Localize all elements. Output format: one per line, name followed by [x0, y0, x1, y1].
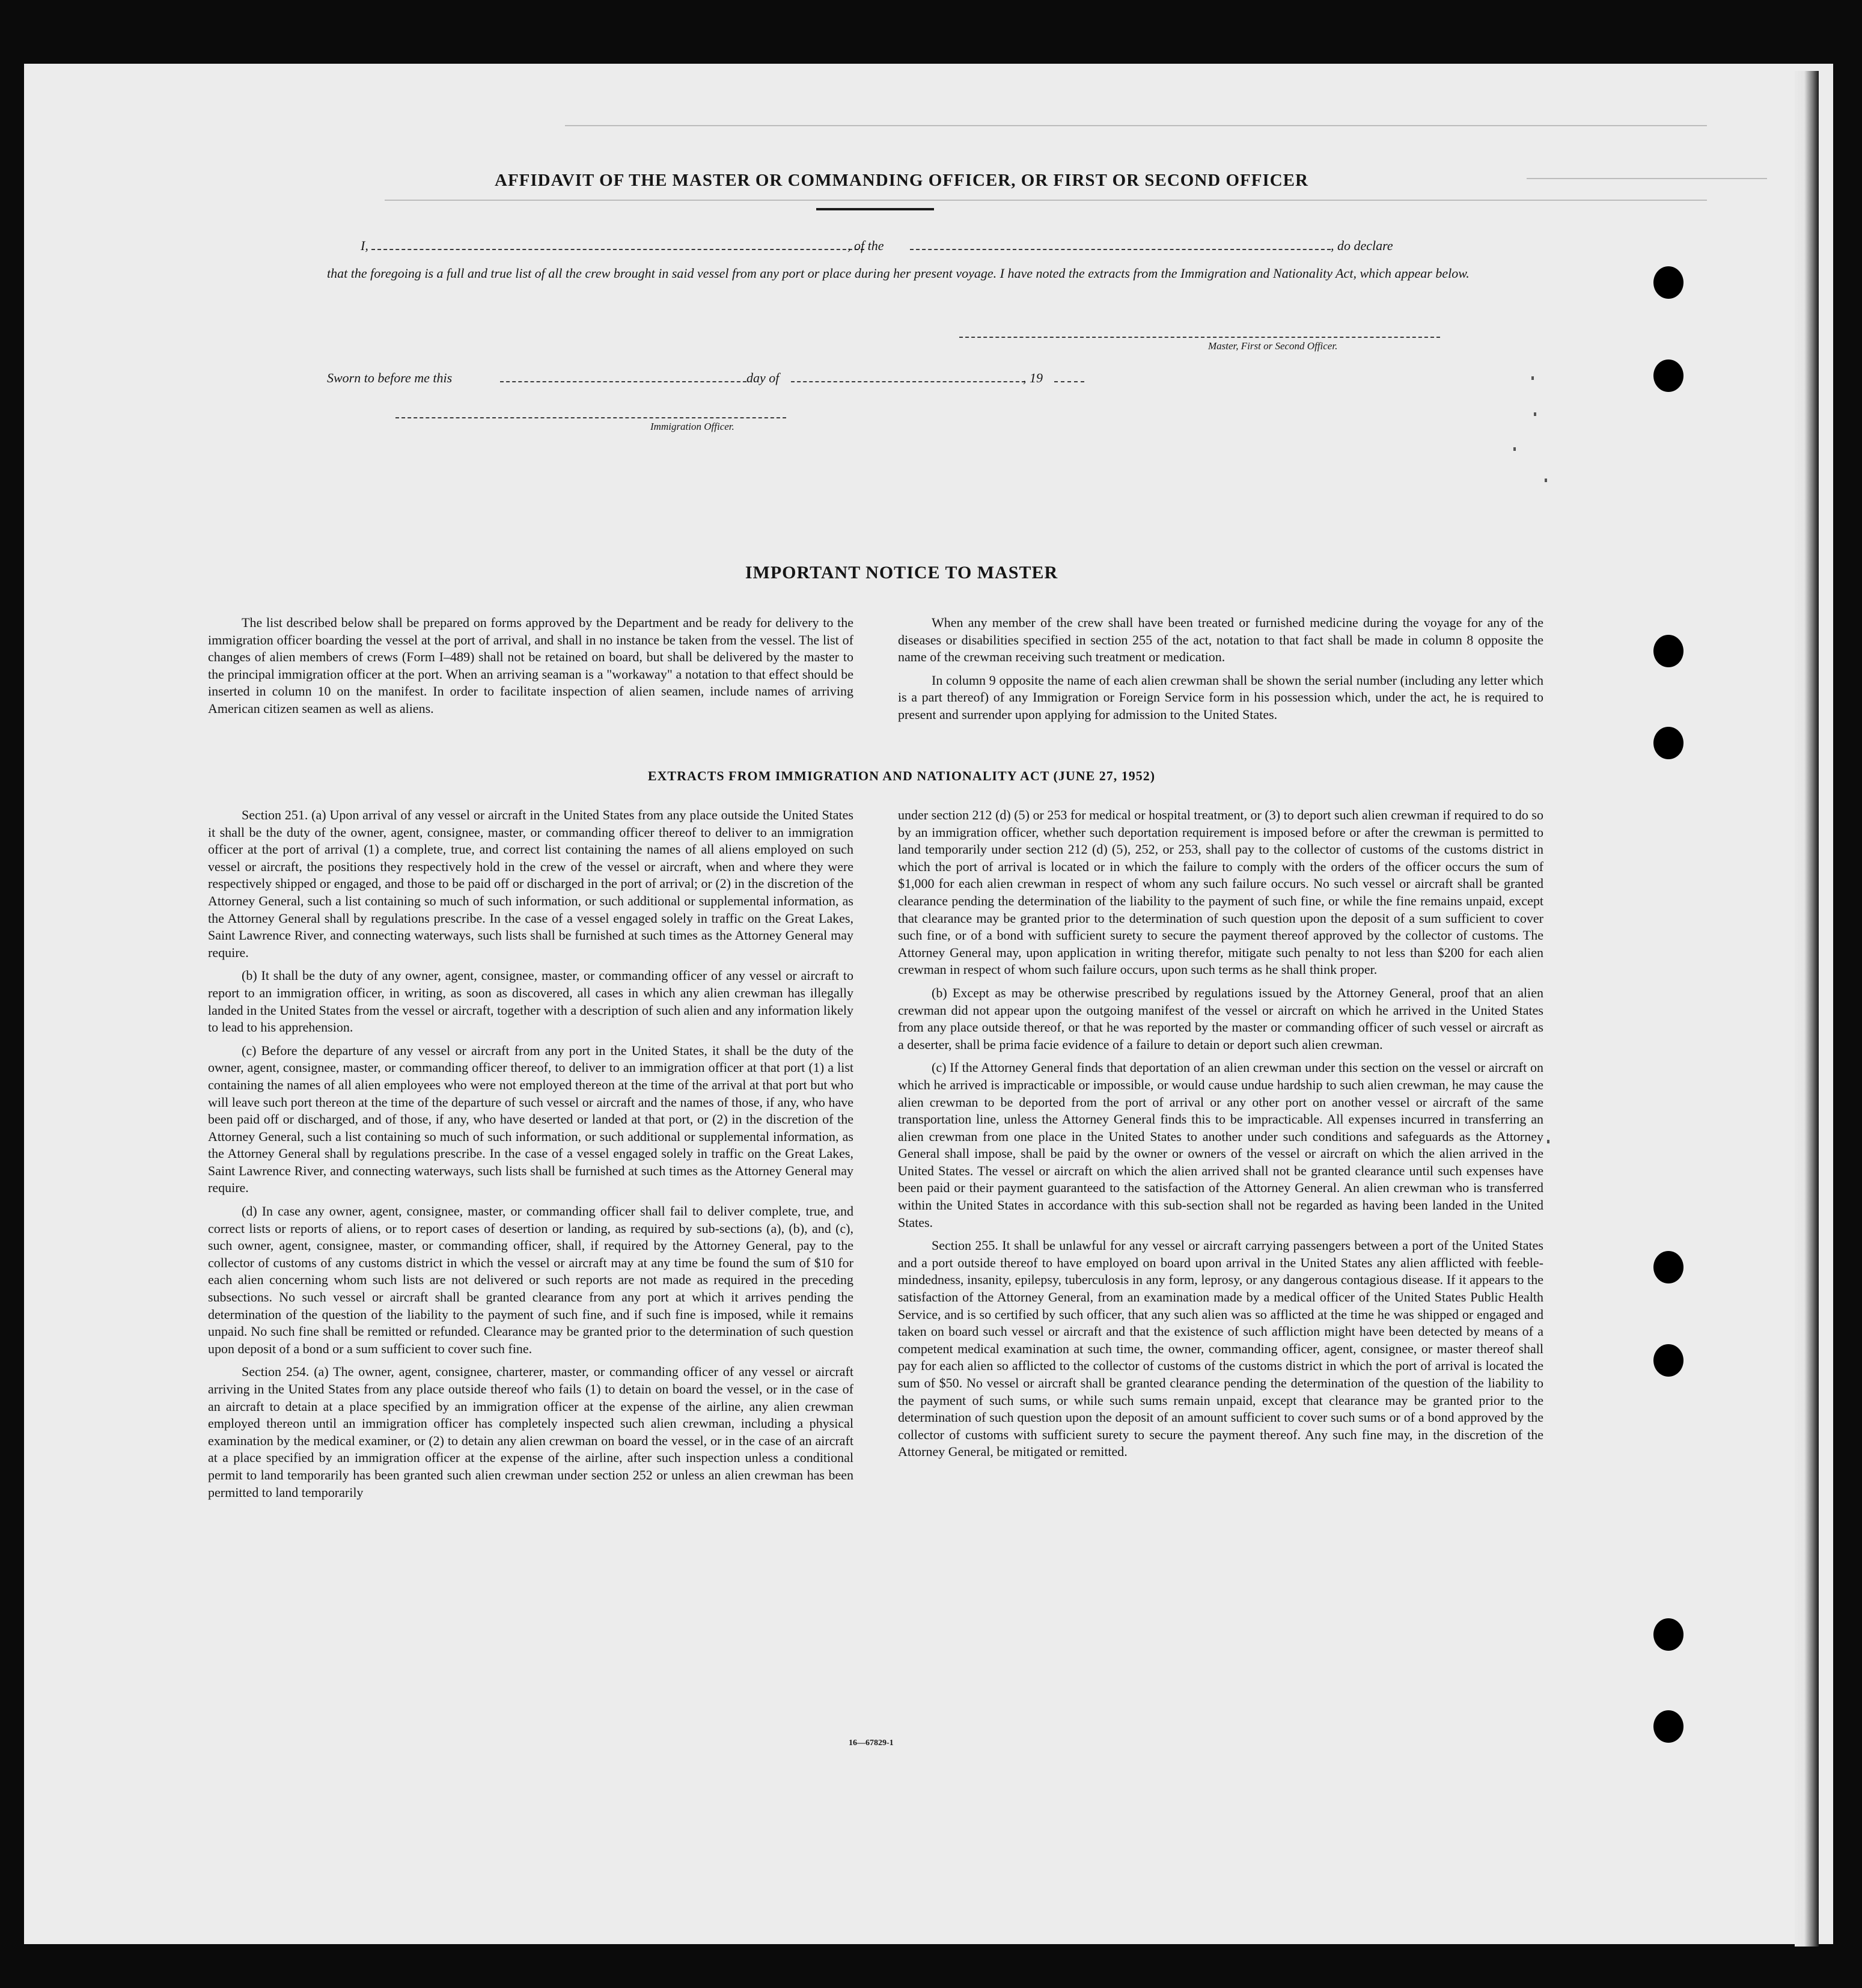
title-underline	[816, 208, 934, 210]
affidavit-statement: that the foregoing is a full and true list of all the crew brought in said vessel from any port or place during her present voyage. I have noted the extracts from the Immigration and Nationality Act, which appear below.	[327, 266, 1470, 281]
extracts-right-column	[898, 807, 1543, 1467]
section-251-b: (b) It shall be the duty of any owner, agent, consignee, master, or commanding officer of any vessel or aircraft to report to an immigration officer, in writing, as soon as discovered, all cases in which any alien crewman has illegally landed in the United States from the vessel or aircraft, together with a description of such alien and any information likely to lead to his apprehension.	[208, 968, 853, 1035]
section-254-a: Section 254. (a) The owner, agent, consignee, charterer, master, or commanding officer of any vessel or aircraft arriving in the United States from any place outside thereof who fails (1) to detain on board the vessel, or in the case of an aircraft to detain at a place specified by an immigration officer at the expense of the airline, any alien crewman employed thereon until an immigration officer has completely inspected such alien crewman, including a physical examination by the medical examiner, or (2) to detain any alien crewman on board the vessel, or in the case of an aircraft at a place specified by an immigration officer at the expense of the airline, after such inspection unless a conditional permit to land temporarily has been granted such alien crewman under section 252 or unless an alien crewman has been permitted to land temporarily	[208, 1364, 853, 1500]
speck-mark	[1531, 376, 1534, 380]
punch-hole	[1653, 1618, 1683, 1651]
do-declare-label: , do declare	[1331, 238, 1393, 253]
punch-hole	[1653, 1710, 1683, 1743]
year-label: , 19	[1023, 370, 1043, 385]
speck-mark	[1547, 1140, 1549, 1143]
notice-paragraph: In column 9 opposite the name of each alien crewman shall be shown the serial number (including any letter which is a part thereof) of any Immigration or Foreign Service form in his possession which, under the act, he is required to present and surrender upon applying for admission to the United States.	[898, 672, 1543, 722]
section-251-c: (c) Before the departure of any vessel or aircraft from any port in the United States, it shall be the duty of the owner, agent, consignee, master, or commanding officer thereof, to deliver to an immigration officer at that port (1) a list containing the names of all alien employees who were not employed thereon at the time of the arrival at that port but who will leave such port thereon at the time of the departure of such vessel or aircraft and the names of those, if any, who have been paid off or discharged, and of those, if any, who have deserted or landed at that port, or (2) in the discretion of the Attorney General, such a list containing so much of such information, or such additional or supplemental information, as the Attorney General shall by regulations prescribe. In the case of a vessel engaged solely in traffic on the Great Lakes, Saint Lawrence River, and connecting waterways, such lists shall be furnished at such times as the Attorney General may require.	[208, 1042, 853, 1196]
immigration-officer-caption: Immigration Officer.	[650, 421, 734, 432]
document-page	[24, 64, 1833, 1944]
punch-hole	[1653, 727, 1683, 759]
section-251-d: (d) In case any owner, agent, consignee, master, or commanding officer shall fail to deliver complete, true, and correct lists or reports of aliens, or to report cases of desertion or landing, as required by sub-sections (a), (b), and (c), such owner, agent, consignee, master, or commanding officer, shall, if required by the Attorney General, pay to the collector of customs of any customs district in which the vessel or aircraft may at any time be found the sum of $10 for each alien concerning whom such lists are not delivered or such reports are not made as required in the preceding subsections. No such vessel or aircraft shall be granted clearance from any port at which it arrives pending the determination of the question of the liability to the payment of such fine, and if such fine is imposed, while it remains unpaid. No such fine shall be remitted or refunded. Clearance may be granted prior to the determination of such question upon deposit of a bond or a sum sufficient to cover such fine.	[208, 1204, 853, 1356]
i-label: I,	[361, 238, 368, 253]
punch-hole	[1653, 266, 1683, 299]
extracts-title: EXTRACTS FROM IMMIGRATION AND NATIONALITY ACT (JUNE 27, 1952)	[647, 768, 1156, 783]
section-254-a-continued: under section 212 (d) (5) or 253 for medical or hospital treatment, or (3) to deport such alien crewman if required to do so by an immigration officer, whether such deportation requirement is imposed before or after the crewman is permitted to land temporarily under section 212 (d) (5), 252, or 253, shall pay to the collector of customs of the customs district in which the port of arrival is located or in which the failure to comply with the orders of the officer occurs the sum of $1,000 for each alien crewman in respect of whom any such failure occurs. No such vessel or aircraft shall be granted clearance pending the determination of the liability to the payment of such fine, or while the fine remains unpaid, except that clearance may be granted prior to the determination of such question upon the deposit of a sum sufficient to cover such fine, or of a bond with sufficient surety to secure the payment thereof approved by the collector of customs. The Attorney General may, upon application in writing therefor, mitigate such penalty to not less than $200 for each alien crewman in respect of whom such failure occurs, upon such terms as he shall think proper.	[898, 807, 1543, 977]
section-254-b: (b) Except as may be otherwise prescribed by regulations issued by the Attorney General, proof that an alien crewman did not appear upon the outgoing manifest of the vessel or aircraft on which he arrived in the United States from any place outside thereof, or that he was reported by the master or commanding officer of such vessel or aircraft as a deserter, shall be prima facie evidence of a failure to detain or deport such alien crewman.	[898, 985, 1543, 1052]
notice-paragraph: When any member of the crew shall have been treated or furnished medicine during the voyage for any of the diseases or disabilities specified in section 255 of the act, notation to that fact shall be made in column 8 opposite the name of the crewman receiving such treatment or medication.	[898, 615, 1543, 665]
master-caption: Master, First or Second Officer.	[1208, 340, 1338, 352]
sworn-label: Sworn to before me this	[327, 370, 453, 385]
name-blank-line	[371, 249, 864, 250]
sworn-day-blank-line	[500, 381, 746, 382]
notice-paragraph: The list described below shall be prepared on forms approved by the Department and be ready for delivery to the immigration officer boarding the vessel at the port of arrival, and shall in no instance be taken from the vessel. The list of changes of alien members of crews (Form I–489) shall not be retained on board, but shall be delivered by the master to the principal immigration officer at the port. When an arriving seaman is a "workaway" a notation to that effect should be inserted in column 10 on the manifest. In order to facilitate inspection of alien seamen, include names of arriving American citizen seamen as well as aliens.	[208, 615, 853, 716]
day-of-label: day of	[746, 370, 780, 385]
master-signature-line	[959, 337, 1440, 338]
bleed-through-rule	[565, 125, 1707, 126]
bleed-through-rule	[385, 200, 1707, 201]
speck-mark	[1545, 479, 1547, 482]
punch-hole	[1653, 635, 1683, 667]
sworn-month-blank-line	[791, 381, 1025, 382]
of-the-label: , of the	[847, 238, 884, 253]
page-edge-shadow	[1795, 71, 1819, 1947]
notice-left-column	[208, 614, 853, 724]
vessel-blank-line	[910, 249, 1331, 250]
immigration-officer-signature-line	[395, 417, 786, 418]
notice-right-column	[898, 614, 1543, 730]
year-blank-line	[1054, 381, 1084, 382]
punch-hole	[1653, 1344, 1683, 1377]
section-251-a: Section 251. (a) Upon arrival of any vessel or aircraft in the United States from any place outside the United States it shall be the duty of the owner, agent, consignee, master, or commanding officer thereof to deliver to an immigration officer at the port of arrival (1) a complete, true, and correct list containing the names of all aliens employed on such vessel or aircraft, the positions they respectively hold in the crew of the vessel or aircraft, when and where they were respectively shipped or engaged, and those to be paid off or discharged in the port of arrival; or (2) in the discretion of the Attorney General, such a list containing so much of such information, or such additional or supplemental information, as the Attorney General shall by regulations prescribe. In the case of a vessel engaged solely in traffic on the Great Lakes, Saint Lawrence River, and connecting waterways, such lists shall be furnished at such times as the Attorney General may require.	[208, 807, 853, 960]
affidavit-title: AFFIDAVIT OF THE MASTER OR COMMANDING OFFICER, OR FIRST OR SECOND OFFICER	[495, 171, 1308, 190]
punch-hole	[1653, 359, 1683, 392]
section-255: Section 255. It shall be unlawful for any vessel or aircraft carrying passengers between a port of the United States and a port outside thereof to have employed on board upon arrival in the United States any alien afflicted with feeble-mindedness, insanity, epilepsy, tuberculosis in any form, leprosy, or any dangerous contagious disease. If it appears to the satisfaction of the Attorney General, from an examination made by a medical officer of the United States Public Health Service, and is so certified by such officer, that any such alien was so afflicted at the time he was shipped or engaged and taken on board such vessel or aircraft and that the existence of such affliction might have been detected by means of a competent medical examination at such time, the owner, commanding officer, agent, consignee, or master thereof shall pay for each alien so afflicted to the collector of customs of the customs district in which the port of arrival is located the sum of $50. No vessel or aircraft shall be granted clearance pending the determination of the question of the liability to the payment of such sums, or while such sums remain unpaid, except that clearance may be granted prior to the determination of such question upon the deposit of an amount sufficient to cover such sums or of a bond approved by the collector of customs with sufficient surety to secure the payment thereof. Any such fine may, in the discretion of the Attorney General, be mitigated or remitted.	[898, 1238, 1543, 1460]
speck-mark	[1513, 447, 1516, 451]
notice-title: IMPORTANT NOTICE TO MASTER	[745, 563, 1058, 583]
section-254-c: (c) If the Attorney General finds that deportation of an alien crewman under this section on the vessel or aircraft on which he arrived is impracticable or impossible, or would cause undue hardship to such alien crewman, he may cause the alien crewman to be deported from the port of arrival or any other port on another vessel or aircraft of the same transportation line, unless the Attorney General finds this to be impracticable. All expenses incurred in transferring an alien crewman from one place in the United States to another under such conditions and safeguards as the Attorney General shall impose, shall be paid by the owner or owners of the vessel or aircraft on which the alien arrived in the United States. The vessel or aircraft on which the alien arrived shall not be granted clearance until such expenses have been paid or their payment guaranteed to the satisfaction of the Attorney General. An alien crewman who is transferred within the United States in accordance with this sub-section shall not be regarded as having been landed in the United States.	[898, 1060, 1543, 1230]
speck-mark	[1534, 412, 1536, 416]
extracts-left-column	[208, 807, 853, 1507]
punch-hole	[1653, 1251, 1683, 1283]
form-number: 16—67829-1	[849, 1739, 894, 1748]
